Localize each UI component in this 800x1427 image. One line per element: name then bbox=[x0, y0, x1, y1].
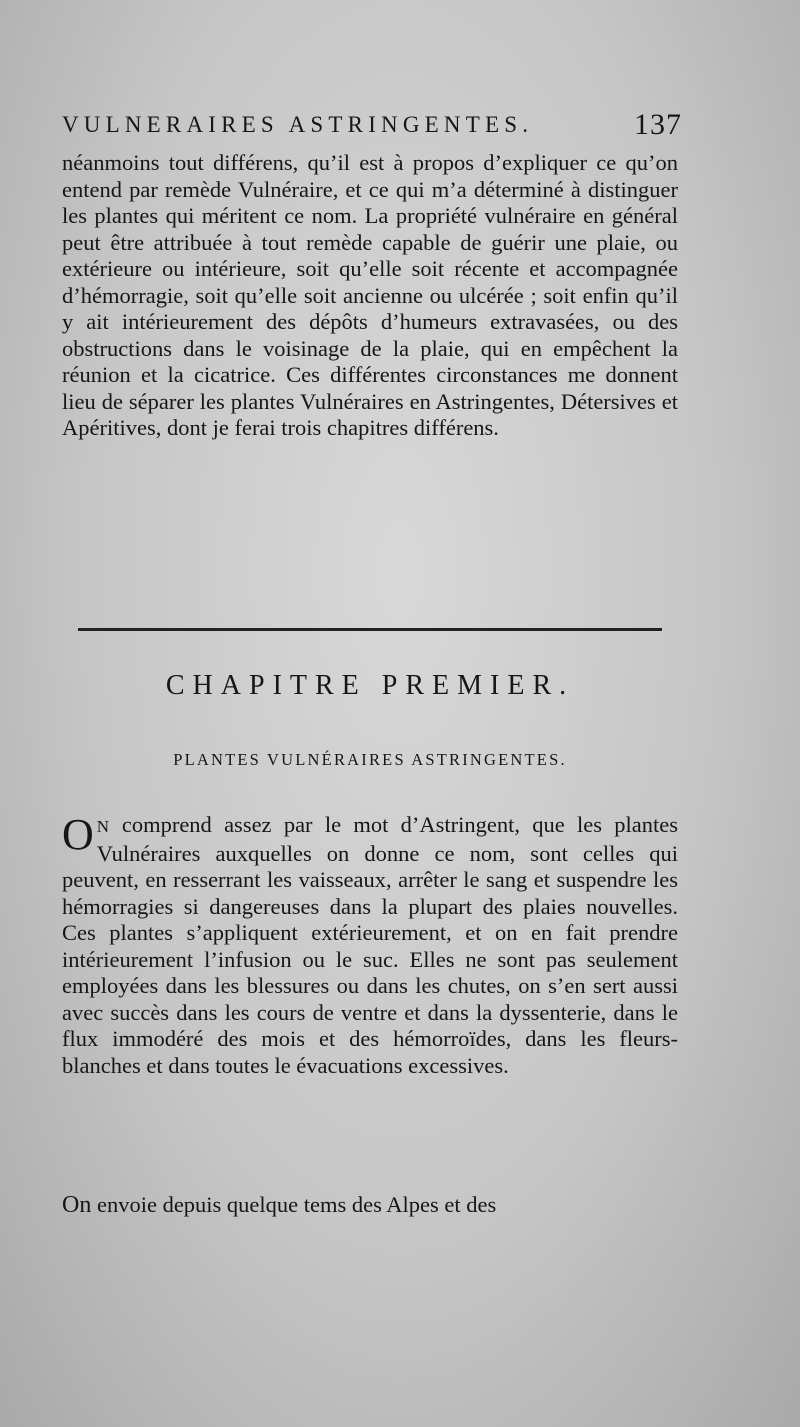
running-title: VULNERAIRES ASTRINGENTES. bbox=[62, 112, 534, 137]
continuation-lead-word: On bbox=[62, 1192, 92, 1218]
continuation-text: envoie depuis quelque tems des Alpes et des bbox=[91, 1192, 497, 1217]
running-head bbox=[62, 108, 682, 148]
continuation-paragraph bbox=[62, 1192, 678, 1219]
small-capital: N bbox=[96, 817, 110, 836]
section-title: PLANTES VULNÉRAIRES ASTRINGENTES. bbox=[173, 750, 567, 769]
main-paragraph bbox=[62, 812, 678, 1079]
chapter-title: CHAPITRE PREMIER. bbox=[165, 670, 575, 701]
chapter-divider bbox=[78, 628, 662, 631]
drop-capital: O bbox=[62, 810, 94, 859]
main-paragraph-text: comprend assez par le mot d’Astringent, que les plantes Vulnéraires auxquelles on donne ce nom, sont celles qui peuvent, en resserrant les vaisseaux, arrêter le sang et suspendre les hémorragies si dangereuses dans la plupart des plaies nouvelles. Ces plantes s’appliquent extérieurement, et on en fait prendre intérieurement l’infusion ou le suc. Elles ne sont pas seulement employées dans les blessures ou dans les chutes, on s’en sert aussi avec succès dans les cours de ventre et dans la dyssenterie, dans le flux immodéré des mois et des hémorroïdes, dans les fleurs-blanches et dans toutes le évacuations excessives. bbox=[62, 812, 678, 1078]
intro-paragraph: néanmoins tout différens, qu’il est à propos d’expliquer ce qu’on entend par remède Vulnéraire, et ce qui m’a déterminé à distinguer les plantes qui méritent ce nom. La propriété vulnéraire en général peut être attribuée à tout remède capable de guérir une plaie, ou extérieure ou intérieure, soit qu’elle soit récente et accompagnée d’hémorragie, soit qu’elle soit ancienne ou ulcérée ; soit enfin qu’il y ait intérieurement des dépôts d’humeurs extravasées, ou des obstructions dans le voisinage de la plaie, qui en empêchent la réunion et la cicatrice. Ces différentes circonstances me donnent lieu de séparer les plantes Vulnéraires en Astringentes, Détersives et Apéritives, dont je ferai trois chapitres différens. bbox=[62, 150, 678, 440]
page-number: 137 bbox=[634, 108, 682, 141]
